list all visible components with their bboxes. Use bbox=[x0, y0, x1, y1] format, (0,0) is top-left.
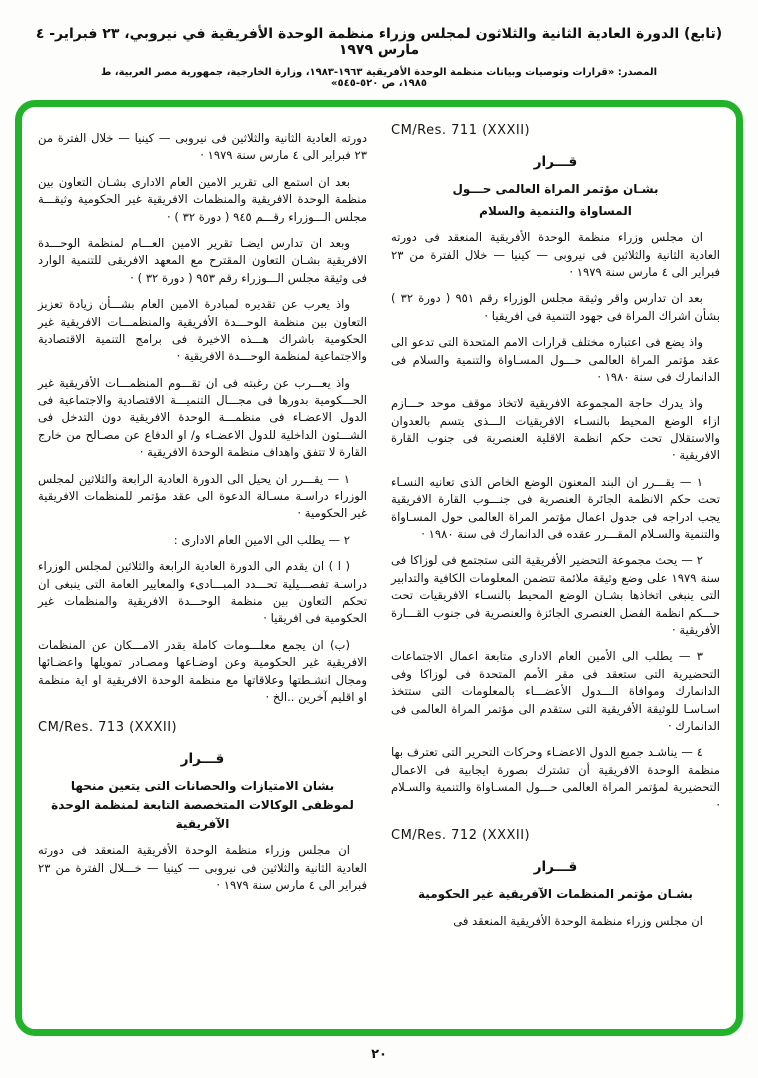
paragraph: ان مجلس وزراء منظمة الوحدة الأفريقية المنعقد فى دورته العادية الثانية والثلاثين فى نيروبى — كينيا — خلال الفترة من ٢٣ فبراير الى ٤ مارس سنة ١٩٧٩ · bbox=[391, 230, 720, 279]
session-title: (تابع) الدورة العادية الثانية والثلاثون لمجلس وزراء منظمة الوحدة الأفريقية في نيروبي، ٢٣ فبراير- ٤ مارس ١٩٧٩ bbox=[35, 26, 723, 58]
paragraph: ٢ — يطلب الى الامين العام الادارى : bbox=[173, 532, 350, 547]
resolution-subtitle: بشان الامتيازات والحصانات التى يتعين منحها لموظفى الوكالات المتخصصة التابعة لمنظمة الوحدة الآفريقية bbox=[51, 779, 354, 831]
page-header bbox=[0, 26, 758, 89]
page-frame bbox=[15, 100, 743, 1036]
resolution-subtitle: بشـان مؤتمر المنظمات الآفريقية غير الحكومية bbox=[418, 886, 693, 901]
paragraph: ان مجلس وزراء منظمة الوحدة الأفريقية المنعقد فى دورته العادية الثانية والثلاثين فى نيروبى — كينيا — خـــلال الفترة من ٢٣ فبراير الى ٤ مارس سنة ١٩٧٩ · bbox=[38, 843, 367, 892]
resolution-ref: CM/Res. 712 (XXXII) bbox=[391, 827, 531, 843]
paragraph: واذ يعـــرب عن رغبته فى ان تقـــوم المنظمـــات الأفريقية غير الحـــكومية بدورها فى مجـــال التنميـــة الاقتصادية والاجتماعية فى الدول الاعضـاء فى منظمـــة الوحدة الافريقية دون التدخل فى الشـــئون الداخلية للدول الاعضـاء و/ او الدفاع عن مصـالح من خارج القارة لا تتفق واهداف منظمة الوحدة الافريقية · bbox=[38, 375, 367, 460]
paragraph: واذ يدرك حاجة المجموعة الافريقية لاتخاذ موقف موحد حـــازم ازاء الوضع المحيط بالنسـاء الافريقيات الـــذى يتسم بالعدوان والاستقلال تحت حكم انظمة الاقلية العنصرية فى جنوب القارة الافريقية · bbox=[391, 396, 720, 463]
source-citation: المصدر: «قرارات وتوصيات وبيانات منظمة الوحدة الأفريقية ١٩٦٣-١٩٨٣، وزارة الخارجية، جمهورية مصر العربية، ط ١٩٨٥، ص ٥٢٠-٥٤٥» bbox=[100, 67, 658, 89]
paragraph: ان مجلس وزراء منظمة الوحدة الأفريقية المنعقد فى bbox=[453, 913, 703, 928]
paragraph: وبعد ان تدارس ايضـا تقرير الامين العـــام لمنظمة الوحـــدة الافريقية بشـان التعاون المقترح مع المعهد الافريقى للتنمية الوارد فى وثيقة مجلس الـــوزراء رقم ٩٥٣ ( دورة ٣٢ ) · bbox=[38, 235, 367, 285]
resolution-title: قـــرار bbox=[180, 751, 225, 768]
paragraph: ٤ — يناشـد جميع الدول الاعضـاء وحركات التحرير التى تعترف بها منظمة الوحدة الافريقية أن تشترك بصورة ايجابية فى الاعمال التحضيرية لمؤتمر المراة العالمى حـــول المسـاواة والتنمية والسـلام · bbox=[391, 745, 720, 812]
paragraph: بعد ان استمع الى تقرير الامين العام الادارى بشـان التعاون بين منظمة الوحدة الافريقية والمنظمات الافريقية غير الحكومية وثيقـــة مجلس الـــوزراء رقـــم ٩٤٥ ( دورة ٣٢ ) · bbox=[38, 174, 367, 224]
resolution-subtitle: المساواة والتنمية والسلام bbox=[479, 203, 632, 218]
resolution-ref: CM/Res. 711 (XXXII) bbox=[391, 123, 531, 138]
paragraph: ١ — يقـــرر ان البند المعنون الوضع الخاص الذى تعانيه النسـاء تحت حكم الانظمة الجائرة العنصرية فى جنـــوب القارة الافريقية يجب ادراجه فى جدول اعمال مؤتمر المراة العالمى حول المسـاواة والتنمية والسـلام المقـــرر عقده فى الدانمارك فى سنة ١٩٨٠ · bbox=[391, 474, 720, 542]
paragraph: ( ا ) ان يقدم الى الدورة العادية الرابعة والثلاثين لمجلس الوزراء دراسـة تفصـــيلية تحـــدد المبـــادىء والمعايير العامة التى ينبغى ان تحكم التعاون بين منظمة الوحـــدة الافريقية والمنظمات غير الحكومية فى افريقيا · bbox=[38, 559, 367, 626]
paragraph: (ب) ان يجمع معلـــومات كاملة بقدر الامـــكان عن المنظمات الافريقية غير الحكومية وعن اوضـاعها ومصـادر تمويلها واعضـائها ومجال انشـطتها وعلاقاتها مع منظمة الوحدة الافريقية او اية منظمة او اقليم آخرين ..الخ · bbox=[38, 637, 367, 704]
paragraph: واذ يضع فى اعتباره مختلف قرارات الامم المتحدة التى تدعو الى عقد مؤتمر المراة العالمى حـــول المسـاواة والتنمية والسلام فى الدانمارك فى سنة ١٩٨٠ · bbox=[391, 335, 720, 384]
resolution-title: قـــرار bbox=[533, 154, 578, 170]
page-number: ٢٠ bbox=[371, 1047, 387, 1062]
paragraph: بعد ان تدارس واقر وثيقة مجلس الوزراء رقم ٩٥١ ( دورة ٣٢ ) بشأن اشراك المراة فى جهود التنمية فى افريقيا · bbox=[391, 291, 720, 323]
paragraph: ١ — يقـــرر ان يحيل الى الدورة العادية الرابعة والثلاثين لمجلس الوزراء دراسـة مسـالة الدعوة الى عقد مؤتمر للمنظمات الافريقية غير الحكومية · bbox=[38, 471, 367, 521]
column-left bbox=[38, 121, 367, 1015]
resolution-title: قـــرار bbox=[533, 858, 578, 875]
resolution-ref: CM/Res. 713 (XXXII) bbox=[38, 720, 178, 736]
paragraph: ٢ — يحث مجموعة التحضير الأفريقية التى ستجتمع فى لوزاكا فى سنة ١٩٧٩ على وضع وثيقة ملائمة تتضمن المعلومات الكافية والتدابير التى ينبغى اتخاذها بشـان الوضع المحيط بالنسـاء الافريقيات تحت حـــكم انظمة الفصل العنصرى الجائزة والعنصرية فى جنوب القـــارة الأفريقية · bbox=[391, 553, 720, 637]
paragraph: واذ يعرب عن تقديره لمبادرة الامين العام بشـــأن زيادة تعزيز التعاون بين منظمة الوحـــدة الأفريقية والمنظمـــات الافريقية غير الحكومية باشراك هـــذه الاخيرة فى برامج التنمية الاقتصادية والاجتماعية لمنظمة الوحـــدة الافريقية · bbox=[38, 297, 367, 364]
text-columns bbox=[22, 107, 736, 1029]
column-right bbox=[391, 121, 720, 1015]
paragraph: ٣ — يطلب الى الأمين العام الادارى متابعة اعمال الاجتماعات التحضيرية التى ستعقد فى مقر الأمم المتحدة فى لوزاكا وفى الدانمارك وموافاة الـــدول الأعضـــاء بالمعلومات التى ستتخذ اسـاسـا للوثيقة الأفريقية التى ستقدم الى مؤتمر المراة العالمى فى الدانمارك · bbox=[391, 649, 720, 733]
paragraph: دورته العادية الثانية والثلاثين فى نيروبى — كينيا — خلال الفترة من ٢٣ فبراير الى ٤ مارس سنة ١٩٧٩ · bbox=[38, 131, 367, 163]
resolution-subtitle: بشـان مؤتمر المراة العالمى حـــول bbox=[452, 182, 659, 196]
